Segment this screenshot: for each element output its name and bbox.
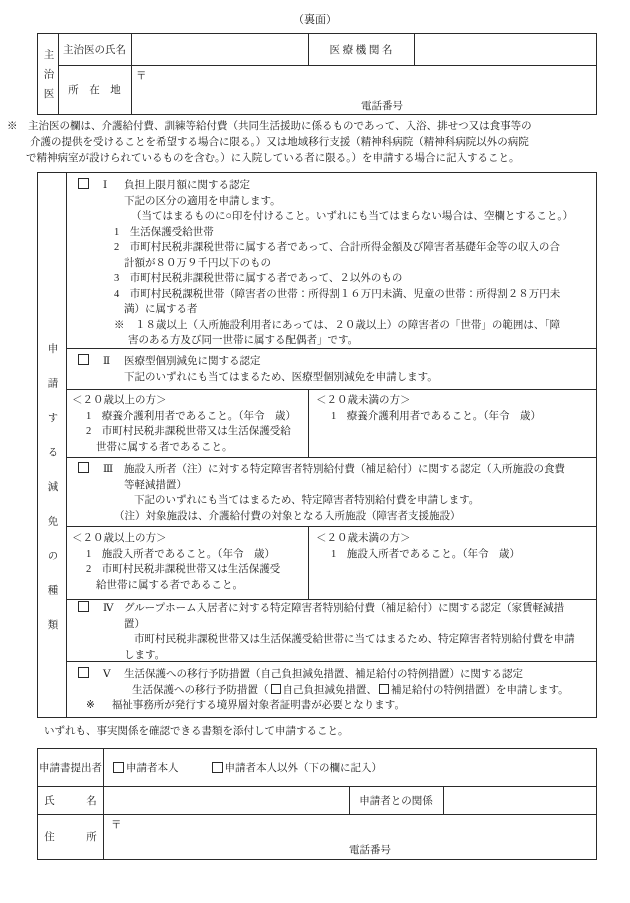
column-heading: ＜２０歳未満の方＞ — [316, 533, 411, 544]
physician-address-field[interactable] — [141, 68, 591, 98]
postal-mark: 〒 — [136, 71, 147, 82]
text-line: ※ １８歳以上（入所施設利用者にあっては、２０歳以上）の障害者の「世帯」の範囲は、「障 — [114, 319, 561, 331]
section-numeral: Ⅰ — [103, 180, 108, 191]
text-line: 2 市町村民税非課税世帯又は生活保護受 — [86, 564, 281, 575]
applicant-other-checkbox[interactable] — [212, 762, 223, 773]
section-title: グループホーム入居者に対する特定障害者特別給付費（補足給付）に関する認定（家賃軽減措 — [124, 603, 565, 614]
relation-field[interactable] — [443, 786, 596, 814]
text-fragment: 補足給付の特例措置）を申請します。 — [391, 684, 569, 696]
physician-name-field[interactable] — [131, 34, 308, 65]
text-line: 1 施設入所者であること。（年令 歳） — [331, 548, 520, 560]
text-line: 市町村民税非課税世帯又は生活保護受給世帯に当てはまるため、特定障害者特別給付費を申請 — [134, 634, 575, 645]
text-fragment: 福祉事務所が発行する境界層対象者証明書が必要となります。 — [111, 700, 405, 711]
institution-name-label: 医 療 機 関 名 — [329, 45, 393, 56]
submitter-options — [103, 749, 596, 786]
text-line: 計額が８０万９千円以下のもの — [124, 257, 271, 269]
submitter-table — [37, 748, 597, 860]
physician-name-label: 主治医の氏名 — [63, 45, 126, 56]
text-line: （注）対象施設は、介護給付費の対象となる入所施設（障害者支援施設） — [114, 510, 461, 522]
supplementary-benefit-checkbox[interactable] — [379, 684, 389, 694]
text-fragment: 自己負担減免措置、 — [282, 684, 377, 696]
section-v-checkbox[interactable] — [78, 667, 89, 678]
text-line: 1 施設入所者であること。（年令 歳） — [86, 548, 275, 560]
section-iv-checkbox[interactable] — [78, 601, 89, 612]
section-iii-minor-column — [309, 527, 596, 599]
section-iv — [66, 600, 596, 661]
section-i — [66, 173, 596, 348]
section-v-header — [66, 667, 596, 683]
applicant-self-label: 申請者本人 — [126, 763, 179, 774]
text-line: します。 — [124, 649, 166, 661]
section-numeral: Ⅳ — [103, 603, 114, 614]
option-line-4[interactable]: 4 市町村民税課税世帯（障害者の世帯：所得割１６万円未満、児童の世帯：所得割２８万円未 — [114, 288, 561, 300]
section-title: 医療型個別減免に関する認定 — [124, 356, 261, 367]
text-line: 下記の区分の適用を申請します。 — [124, 195, 281, 207]
note-marker: ※ — [86, 700, 95, 711]
section-numeral: Ⅱ — [103, 356, 111, 367]
option-line-1[interactable]: 1 生活保護受給世帯 — [114, 226, 214, 238]
section-title: 施設入所者（注）に対する特定障害者特別給付費（補足給付）に関する認定（入所施設の食費 — [124, 464, 565, 475]
submitter-phone-field[interactable] — [394, 842, 574, 856]
section-i-checkbox[interactable] — [78, 178, 89, 189]
section-v — [66, 662, 596, 719]
relation-label: 申請者との関係 — [359, 795, 433, 807]
text-line — [66, 683, 596, 699]
submitter-phone-label: 電話番号 — [349, 845, 391, 856]
applicant-self-checkbox[interactable] — [113, 762, 124, 773]
text-line: 1 療養介護利用者であること。（年令 歳） — [86, 410, 296, 422]
column-heading: ＜２０歳以上の方＞ — [72, 533, 167, 544]
section-iii — [66, 458, 596, 526]
section-i-header — [66, 178, 596, 194]
table-side-label: 申請する減免の種類 — [46, 343, 58, 654]
page-title: （裏面） — [293, 14, 337, 26]
physician-side-label: 主治医 — [42, 49, 54, 108]
section-iv-header — [66, 601, 596, 617]
text-line: 下記のいずれにも当てはまるため、特定障害者特別給付費を申請します。 — [134, 495, 480, 506]
text-fragment: 生活保護への移行予防措置（ — [132, 684, 269, 696]
section-ii — [66, 349, 596, 389]
column-heading: ＜２０歳未満の方＞ — [316, 395, 411, 406]
physician-note — [7, 119, 532, 167]
option-line-2[interactable]: 2 市町村民税非課税世帯に属する者であって、合計所得金額及び障害者基礎年金等の収入の合 — [114, 242, 560, 253]
text-line — [66, 698, 596, 714]
physician-address-label: 所 在 地 — [68, 85, 121, 96]
section-iii-header — [66, 462, 596, 478]
section-ii-adult-column — [66, 390, 308, 457]
text-line: 1 療養介護利用者であること。（年令 歳） — [331, 410, 541, 422]
text-line: 給世帯に属する者であること。 — [96, 579, 243, 591]
text-line: （当てはまるものに○印を付けること。いずれにも当てはまらない場合は、空欄とすること。） — [131, 211, 574, 222]
note-line: で精神病室が設けられているものを含む。）に入院している者に限る。）を申請する場合に記入すること。 — [26, 153, 520, 164]
text-line: 等軽減措置） — [124, 479, 187, 491]
attachment-note: いずれも、事実関係を確認できる書類を添付して申請すること。 — [44, 726, 349, 737]
section-numeral: Ⅴ — [103, 669, 111, 680]
option-line-3[interactable]: 3 市町村民税非課税世帯に属する者であって、２以外のもの — [114, 273, 403, 284]
section-ii-minor-column — [309, 390, 596, 457]
reduction-types-table — [37, 172, 597, 718]
section-iii-adult-column — [66, 527, 308, 599]
text-line: 置） — [124, 618, 145, 630]
text-line: 満）に属する者 — [124, 304, 198, 315]
physician-phone-label: 電話番号 — [361, 101, 403, 112]
submitter-name-label: 氏 名 — [44, 795, 97, 807]
text-line: 害のある方及び同一世帯に属する配偶者」です。 — [128, 335, 359, 346]
self-pay-reduction-checkbox[interactable] — [271, 684, 281, 694]
applicant-other-label: 申請者本人以外（下の欄に記入） — [224, 763, 382, 774]
physician-table — [37, 33, 597, 115]
note-line: ※ 主治医の欄は、介護給付費、訓練等給付費（共同生活援助に係るものであって、入浴、排せつ又は食事等の — [7, 121, 532, 132]
section-numeral: Ⅲ — [103, 464, 114, 475]
submitter-address-field[interactable] — [124, 817, 591, 841]
text-line: 世帯に属する者であること。 — [96, 441, 233, 453]
physician-phone-field[interactable] — [406, 98, 586, 112]
text-line: 2 市町村民税非課税世帯又は生活保護受給 — [86, 426, 291, 437]
submitter-row-label: 申請書提出者 — [39, 763, 102, 774]
postal-mark: 〒 — [111, 820, 122, 831]
text-line: 下記のいずれにも当てはまるため、医療型個別減免を申請します。 — [124, 371, 438, 383]
section-title: 負担上限月額に関する認定 — [124, 180, 250, 191]
section-ii-header — [66, 354, 596, 370]
section-ii-checkbox[interactable] — [78, 354, 89, 365]
submitter-name-field[interactable] — [103, 786, 349, 814]
column-heading: ＜２０歳以上の方＞ — [72, 395, 167, 406]
section-title: 生活保護への移行予防措置（自己負担減免措置、補足給付の特例措置）に関する認定 — [124, 669, 523, 680]
institution-name-field[interactable] — [414, 34, 598, 65]
submitter-address-label: 住 所 — [44, 832, 97, 843]
section-iii-checkbox[interactable] — [78, 462, 89, 473]
divider — [58, 65, 596, 66]
note-line: 介護の提供を受けることを希望する場合に限る。）又は地域移行支援（精神科病院（精神科病院以外の病院 — [30, 137, 529, 148]
divider — [38, 814, 596, 815]
